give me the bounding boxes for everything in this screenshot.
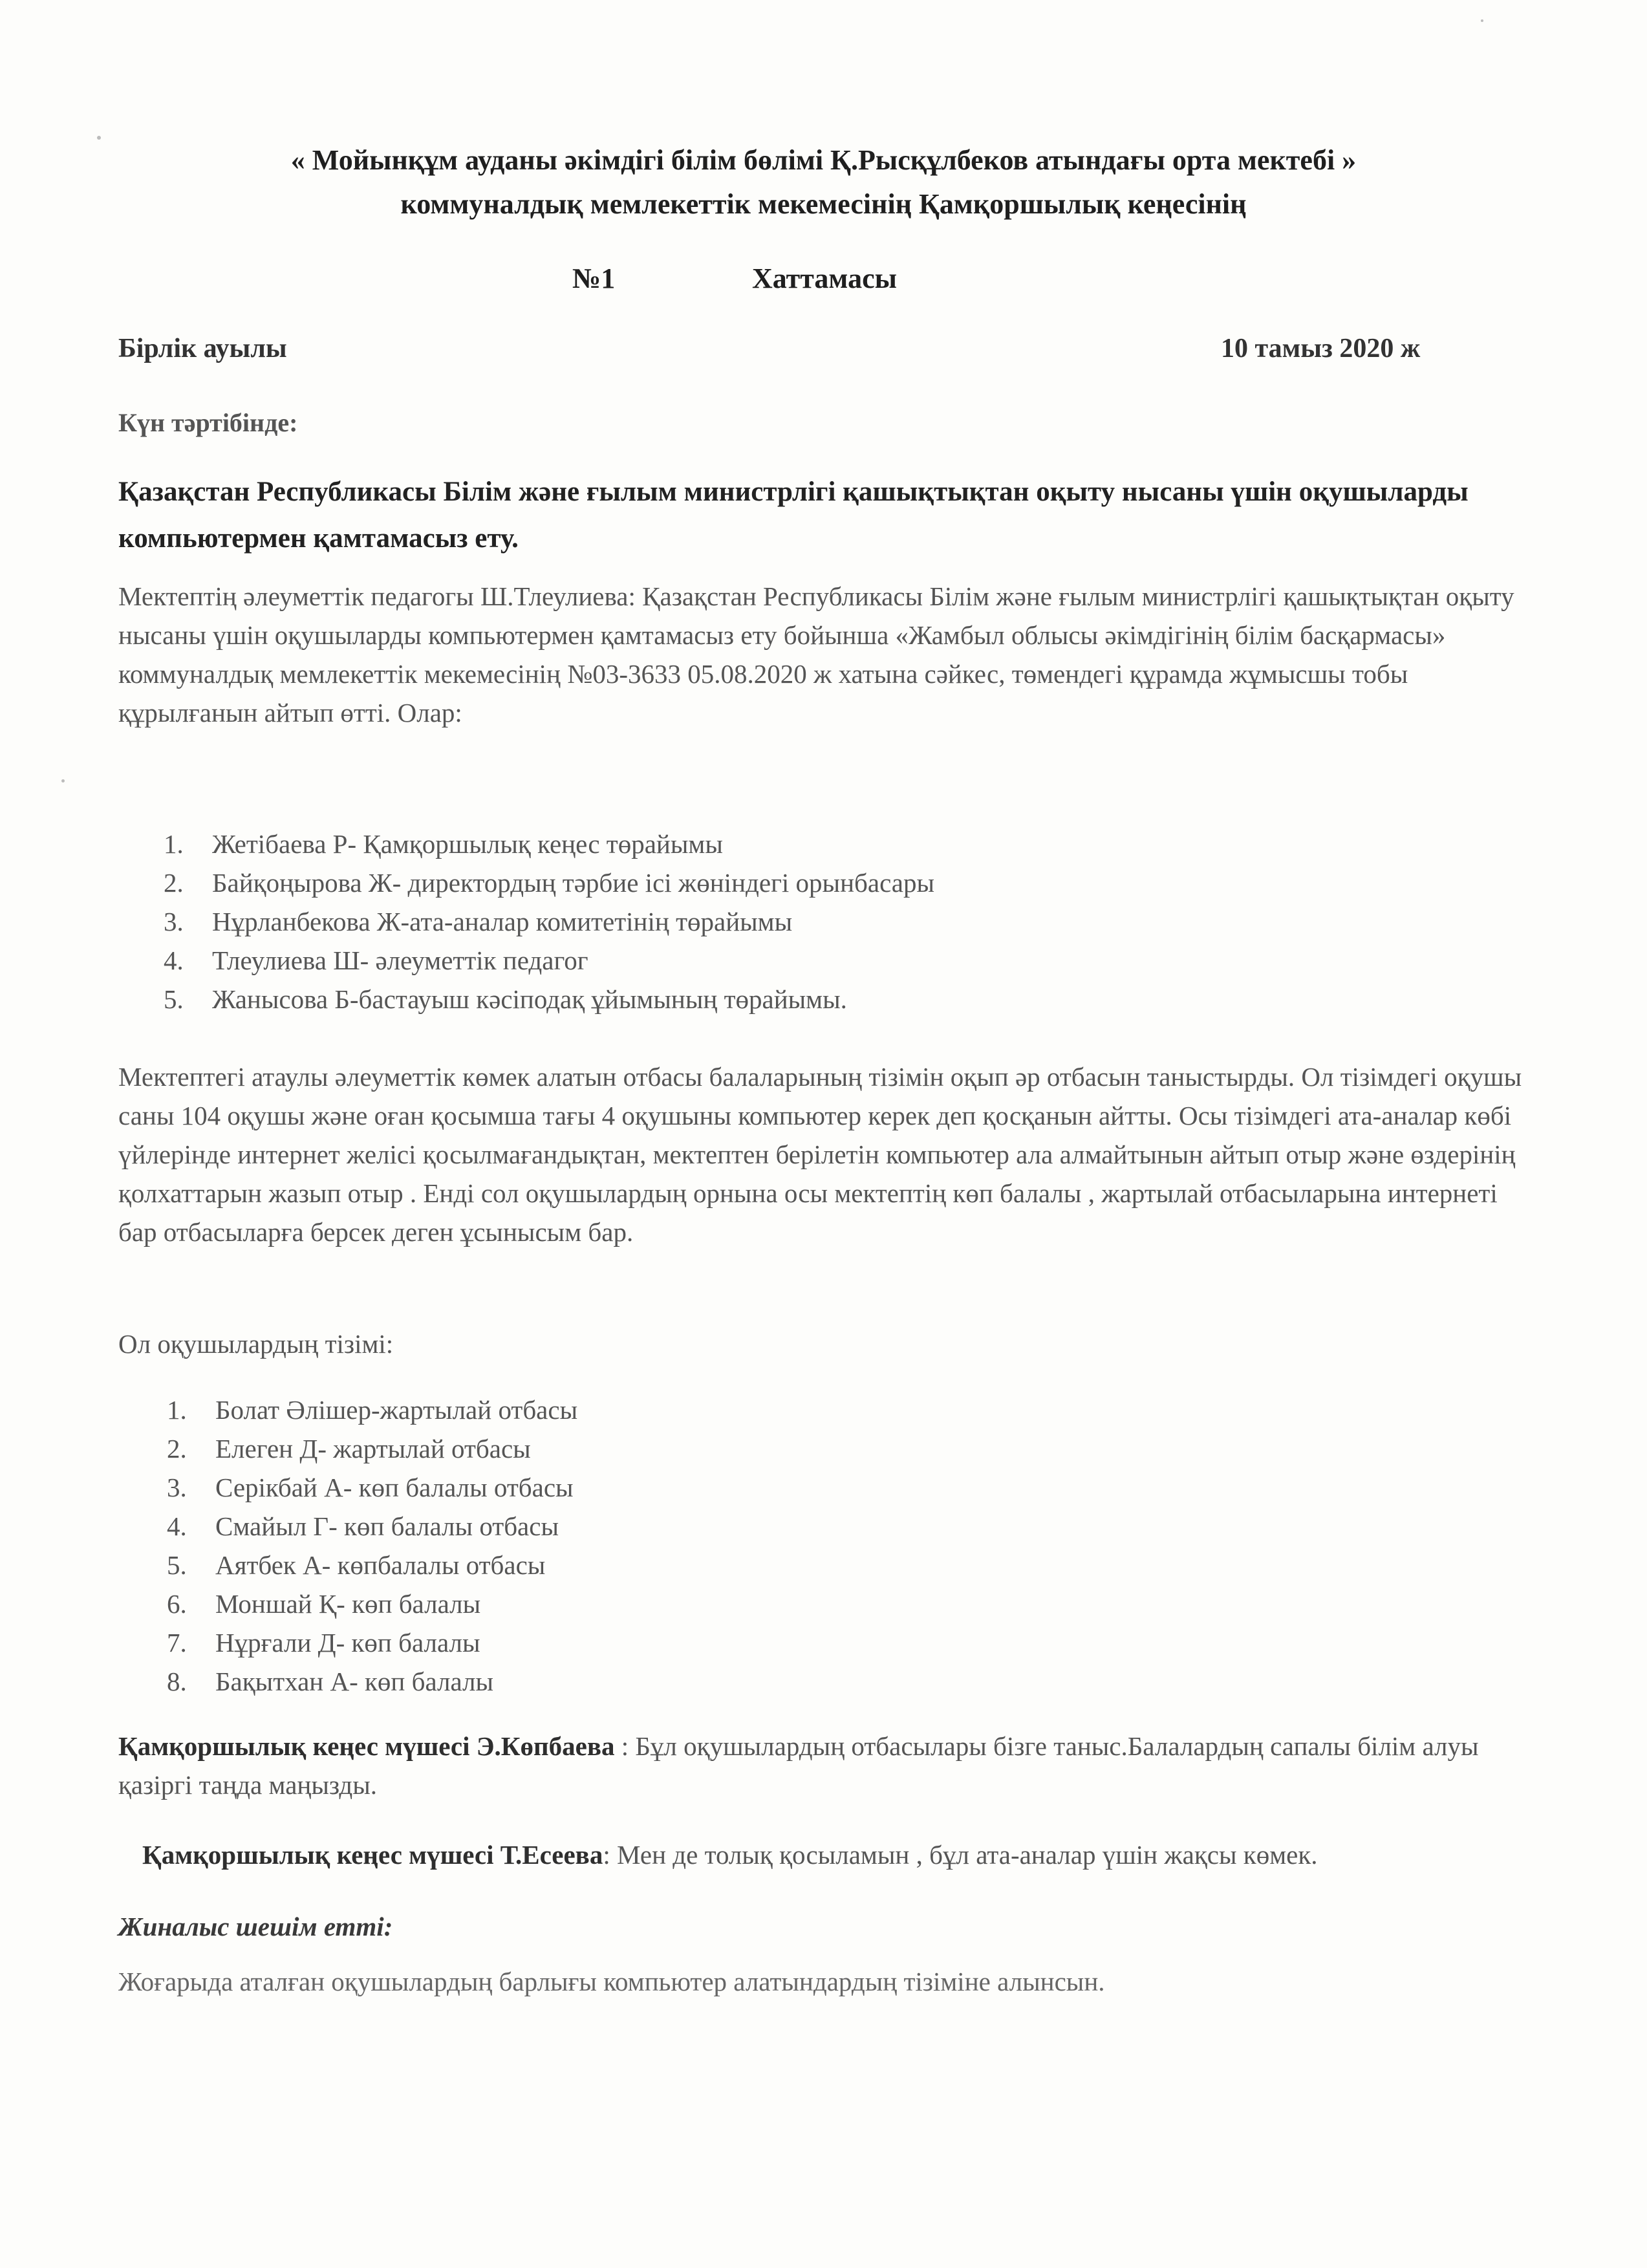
student-item-text: Аятбек А- көпбалалы отбасы [215,1550,546,1580]
committee-member-text: Жанысова Б-бастауыш кәсіподақ ұйымының төрайымы. [212,984,847,1014]
report-paragraph: Мектептің әлеуметтік педагогы Ш.Тлеулиева: Қазақстан Республикасы Білім және ғылым министрлігі қашықтықтан оқыту нысаны үшін оқушыларды компьютермен қамтамасыз ету бойынша «Жамбыл облысы әкімдігінің білім басқармасы» коммуналдық мемлекеттік мекемесінің №03-3633 05.08.2020 ж хатына сәйкес, төмендегі құрамда жұмысшы тобы құрылғанын айтып өтті. Олар: [118,581,1514,728]
student-item-text: Смайыл Г- көп балалы отбасы [215,1511,559,1541]
document-title-line-2: коммуналдық мемлекеттік мекемесінің Қамқоршылық кеңесінің [400,188,1247,220]
document-title-line-1: « Мойынқұм ауданы әкімдігі білім бөлімі Қ.Рысқұлбеков атындағы орта мектебі » [290,144,1357,176]
student-item [167,1584,577,1623]
student-item-number: 8. [167,1667,187,1696]
student-item-text: Нұрғали Д- көп балалы [215,1628,480,1658]
student-item [167,1468,577,1507]
meeting-date: 10 тамыз 2020 ж [1221,334,1421,363]
speaker-1-text: : Бұл оқушылардың отбасылары бізге таныс.Балалардың сапалы білім алуы қазіргі таңда маңызды. [118,1731,1479,1800]
committee-member [164,980,934,1019]
speaker-2-remark [142,1835,1552,1874]
protocol-heading: Хаттамасы [752,263,897,294]
students-list-label: Ол оқушылардың тізімі: [118,1329,394,1359]
committee-list [164,825,934,1019]
committee-member [164,863,934,902]
speaker-2-name: Қамқоршылық кеңес мүшесі Т.Есеева [142,1840,603,1870]
student-item-text: Бақытхан А- көп балалы [215,1667,494,1696]
students-paragraph: Мектептегі атаулы әлеуметтік көмек алатын отбасы балаларының тізімін оқып әр отбасын таныстырды. Ол тізімдегі оқушы саны 104 оқушы және оған қосымша тағы 4 оқушыны компьютер керек деп қосқанын айтты. Осы тізімдегі ата-аналар көбі үйлерінде интернет желісі қосылмағандықтан, мектептен берілетін компьютер ала алмайтынын айтып отыр және өздерінің қолхаттарын жазып отыр . Енді сол оқушылардың орнына осы мектептің көп балалы , жартылай отбасыларына интернеті бар отбасыларға берсек деген ұсынысым бар. [118,1062,1522,1247]
student-item [167,1429,577,1468]
student-item-text: Моншай Қ- көп балалы [215,1589,481,1619]
speaker-1-name: Қамқоршылық кеңес мүшесі Э.Көпбаева [118,1731,615,1761]
committee-member-text: Жетібаева Р- Қамқоршылық кеңес төрайымы [212,829,723,859]
speaker-2-text: : Мен де толық қосыламын , бұл ата-аналар үшін жақсы көмек. [603,1840,1318,1870]
student-item-number: 1. [167,1395,187,1425]
student-item-number: 5. [167,1550,187,1580]
student-item-number: 2. [167,1434,187,1463]
committee-member-text: Байқоңырова Ж- директордың тәрбие ісі жөніндегі орынбасары [212,868,935,898]
decision-text: Жоғарыда аталған оқушылардың барлығы компьютер алатындардың тізіміне алынсын. [118,1967,1105,1996]
scan-speck [1481,19,1483,22]
student-item [167,1623,577,1662]
student-item-text: Болат Әлішер-жартылай отбасы [215,1395,578,1425]
decision-label: Жиналыс шешім етті: [118,1912,393,1941]
committee-member-number: 5. [164,984,184,1014]
student-item-text: Елеген Д- жартылай отбасы [215,1434,531,1463]
meeting-place: Бірлік ауылы [118,334,287,363]
student-item [167,1390,577,1429]
student-item [167,1507,577,1546]
committee-member-number: 1. [164,829,184,859]
student-item [167,1662,577,1701]
committee-member [164,941,934,980]
students-list [167,1390,577,1701]
student-item-number: 6. [167,1589,187,1619]
committee-member-number: 2. [164,868,184,898]
student-item-text: Серікбай А- көп балалы отбасы [215,1473,574,1502]
committee-member-text: Нұрланбекова Ж-ата-аналар комитетінің төрайымы [212,907,793,936]
scan-speck [61,779,65,783]
agenda-text: Қазақстан Республикасы Білім және ғылым министрлігі қашықтықтан оқыту нысаны үшін оқушыларды компьютермен қамтамасыз ету. [118,477,1469,554]
protocol-number: №1 [572,263,616,294]
scan-speck [97,136,101,140]
committee-member [164,902,934,941]
committee-member-number: 3. [164,907,184,936]
student-item-number: 7. [167,1628,187,1658]
student-item-number: 4. [167,1511,187,1541]
committee-member [164,825,934,863]
student-item-number: 3. [167,1473,187,1502]
speaker-1-remark [118,1727,1528,1804]
student-item [167,1546,577,1584]
committee-member-number: 4. [164,945,184,975]
agenda-label: Күн тәртібінде: [118,408,298,437]
committee-member-text: Тлеулиева Ш- әлеуметтік педагог [212,945,588,975]
